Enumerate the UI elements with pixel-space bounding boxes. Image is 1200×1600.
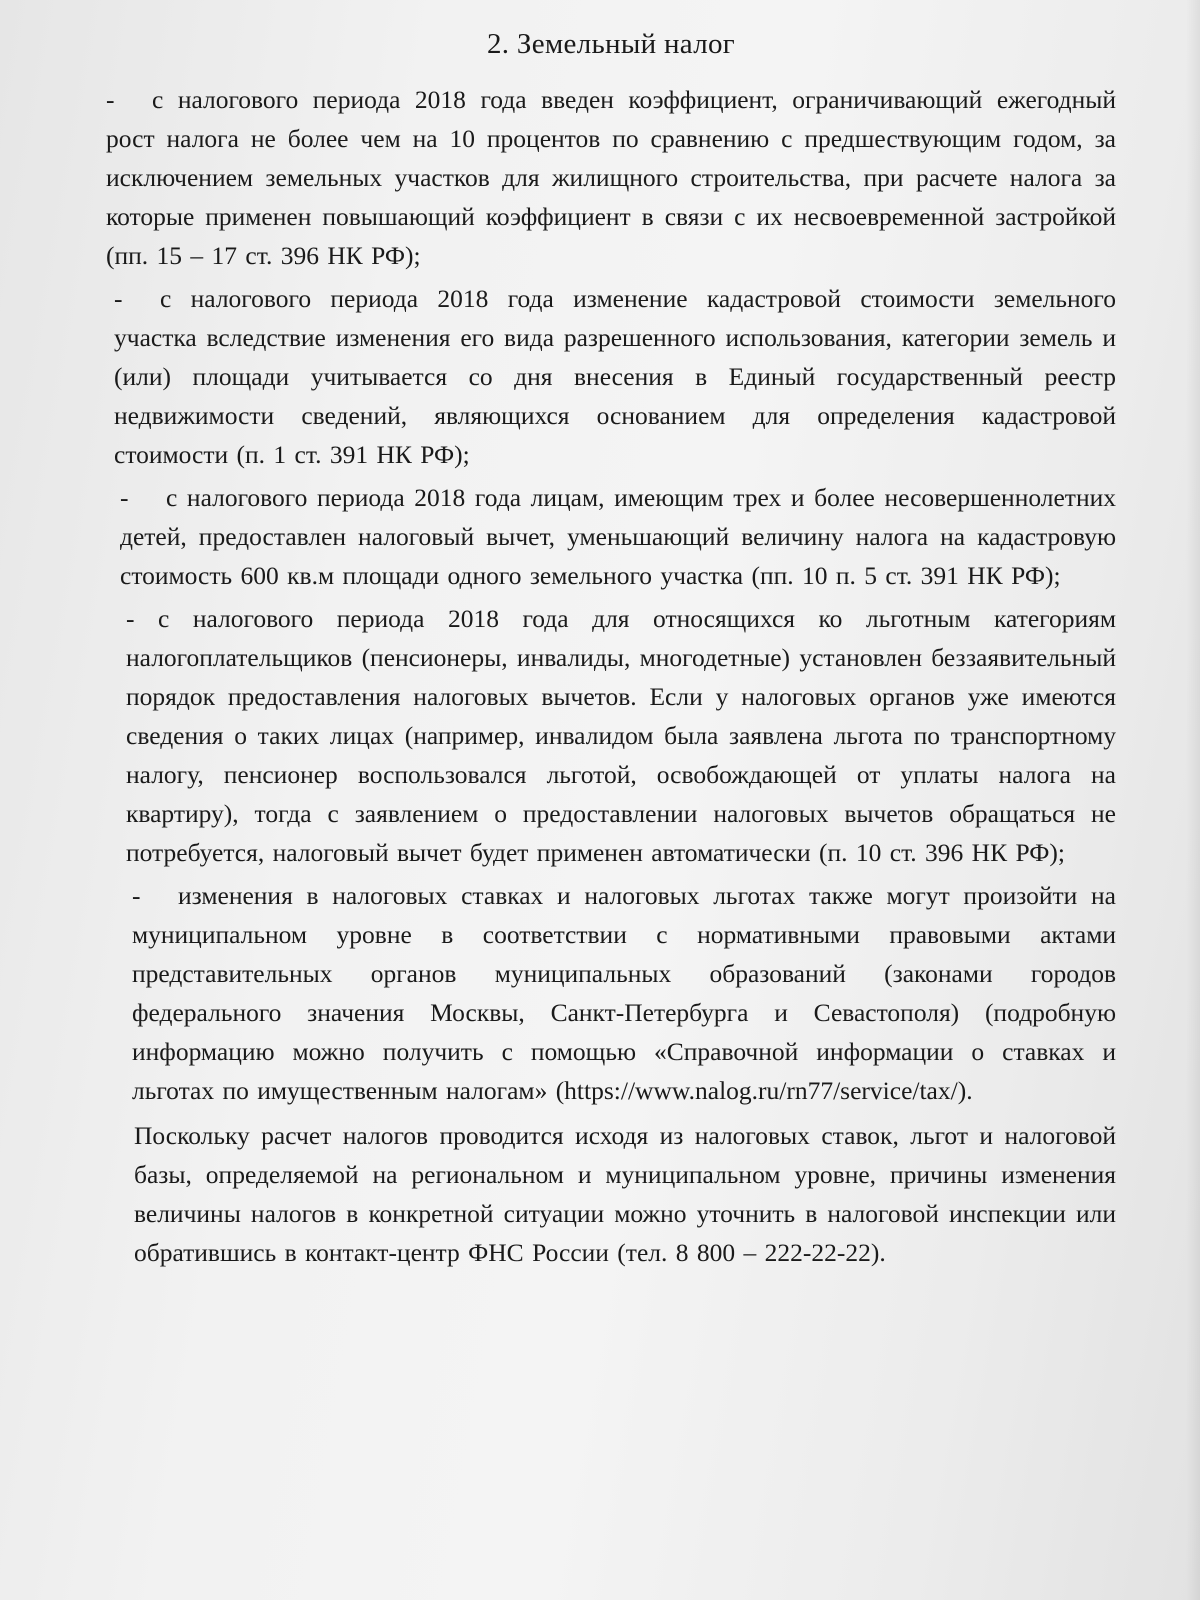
- page-edge-shadow: [1186, 0, 1200, 1600]
- list-item-dash: -: [106, 85, 115, 114]
- list-item: [126, 599, 1116, 872]
- list-item-text: с налогового периода 2018 года изменение кадастровой стоимости земельного участка вследствие изменения его вида разрешенного использования, категории земель и (или) площади учитывается со дня внесения в Единый государственный реестр недвижимости сведений, являющихся основанием для определения кадастровой стоимости (п. 1 ст. 391 НК РФ);: [114, 284, 1116, 469]
- closing-paragraph: Поскольку расчет налогов проводится исходя из налоговых ставок, льгот и налоговой базы, определяемой на региональном и муниципальном уровне, причины изменения величины налогов в конкретной ситуации можно уточнить в налоговой инспекции или обратившись в контакт-центр ФНС России (тел. 8 800 – 222-22-22).: [134, 1121, 1116, 1267]
- list-item: [120, 478, 1116, 595]
- document-body: [106, 22, 1116, 1276]
- list-item: [114, 279, 1116, 474]
- list-item-dash: -: [114, 284, 123, 313]
- list-item-dash: -: [120, 483, 129, 512]
- list-item: [132, 876, 1116, 1110]
- list-item: [106, 80, 1116, 275]
- list-item-text: изменения в налоговых ставках и налоговых льготах также могут произойти на муниципальном уровне в соответствии с нормативными правовыми актами представительных органов муниципальных образований (законами городов федерального значения Москвы, Санкт-Петербурга и Севастополя) (подробную информацию можно получить с помощью «Справочной информации о ставках и льготах по имущественным налогам» (https://www.nalog.ru/rn77/service/tax/).: [132, 881, 1116, 1105]
- list-item-text: с налогового периода 2018 года лицам, имеющим трех и более несовершеннолетних детей, предоставлен налоговый вычет, уменьшающий величину налога на кадастровую стоимость 600 кв.м площади одного земельного участка (пп. 10 п. 5 ст. 391 НК РФ);: [120, 483, 1116, 590]
- list-item-text: с налогового периода 2018 года введен коэффициент, ограничивающий ежегодный рост налога не более чем на 10 процентов по сравнению с предшествующим годом, за исключением земельных участков для жилищного строительства, при расчете налога за которые применен повышающий коэффициент в связи с их несвоевременной застройкой (пп. 15 – 17 ст. 396 НК РФ);: [106, 85, 1116, 270]
- list-item-dash: -: [132, 881, 141, 910]
- document-title: 2. Земельный налог: [486, 28, 735, 60]
- list-item-text: - с налогового периода 2018 года для относящихся ко льготным категориям налогоплательщиков (пенсионеры, инвалиды, многодетные) установлен беззаявительный порядок предоставления налоговых вычетов. Если у налоговых органов уже имеются сведения о таких лицах (например, инвалидом была заявлена льгота по транспортному налогу, пенсионер воспользовался льготой, освобождающей от уплаты налога на квартиру), тогда с заявлением о предоставлении налоговых вычетов обращаться не потребуется, налоговый вычет будет применен автоматически (п. 10 ст. 396 НК РФ);: [126, 604, 1116, 867]
